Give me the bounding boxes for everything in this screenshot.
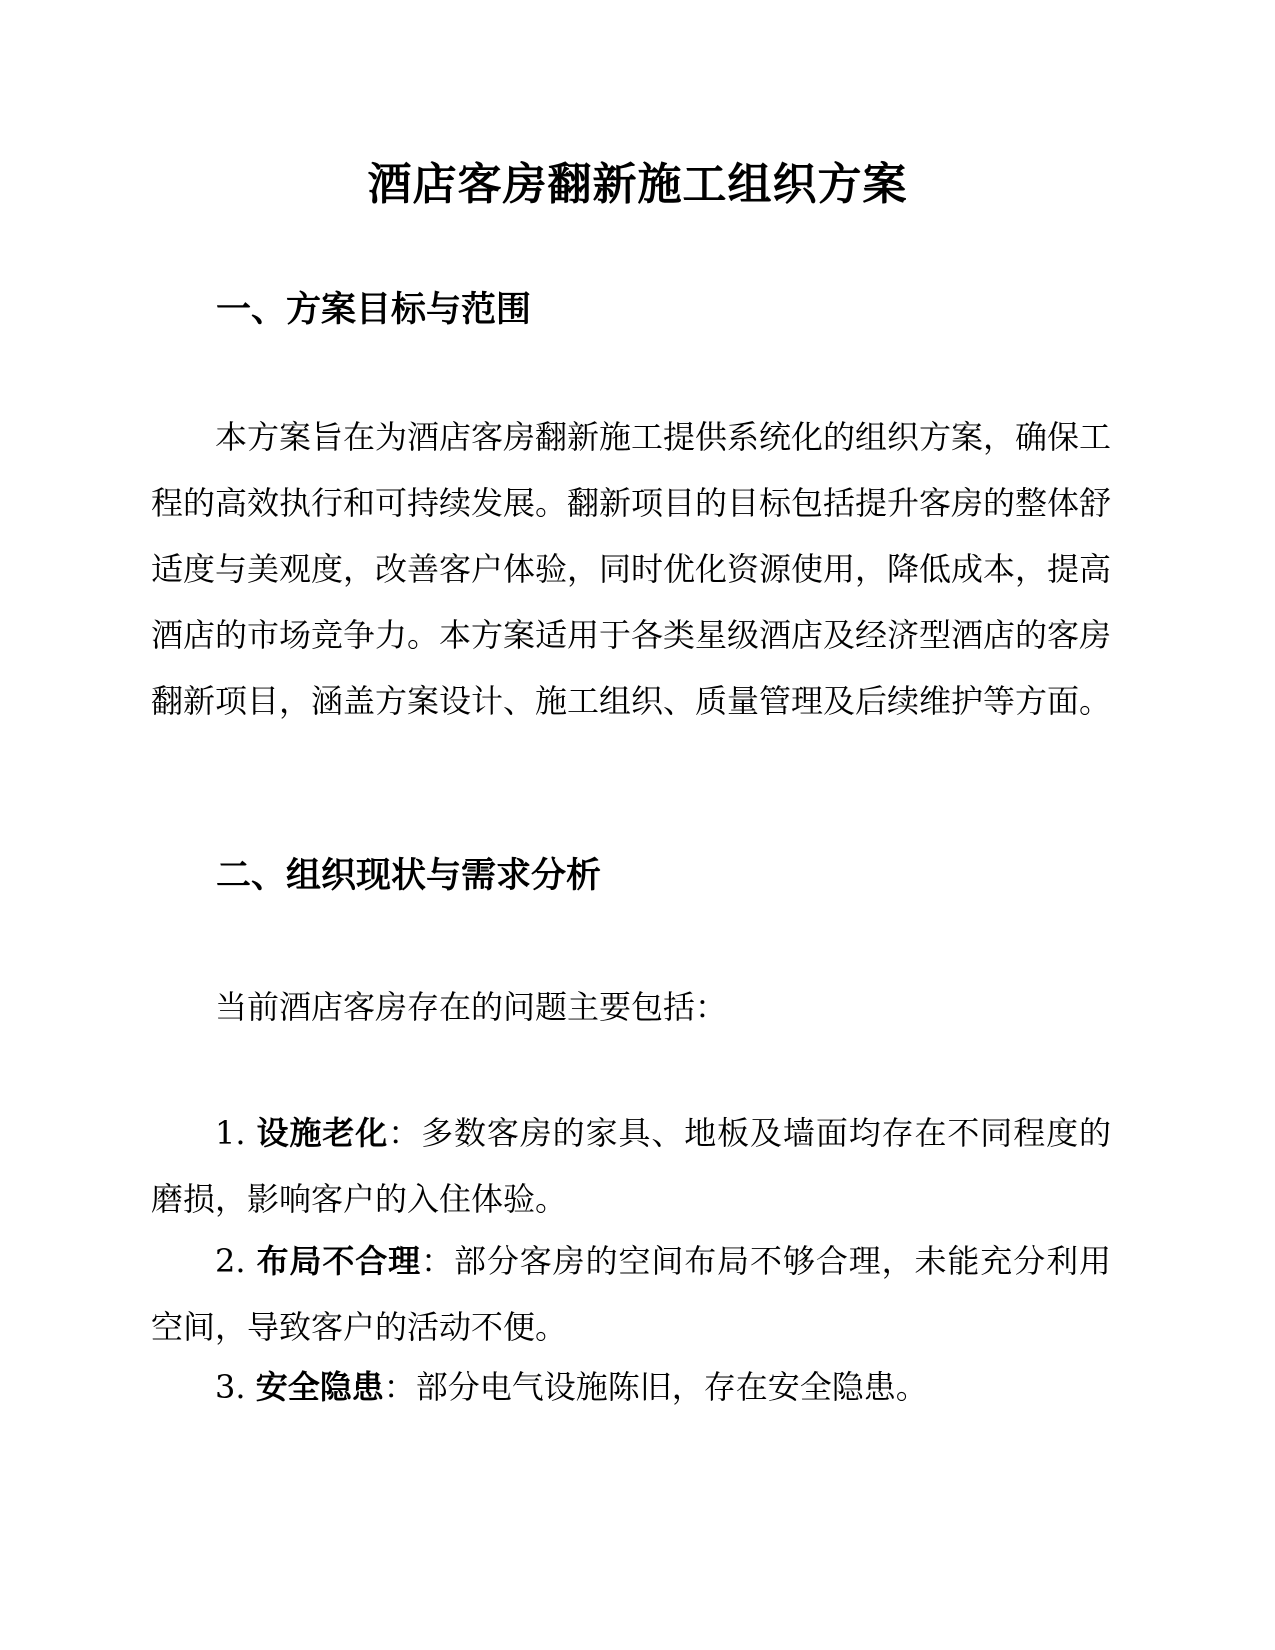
list-item-number: 3. <box>215 1368 246 1406</box>
section-2-heading: 二、组织现状与需求分析 <box>216 856 602 896</box>
list-item-number: 1. <box>215 1114 246 1152</box>
list-item-text: 部分电气设施陈旧，存在安全隐患。 <box>415 1368 928 1406</box>
list-item-text: 部分客房的空间布局不够合理，未能充分利用空间，导致客户的活动不便。 <box>151 1242 1111 1346</box>
list-item-separator: ： <box>383 1368 416 1406</box>
list-item-1 <box>151 1100 1111 1232</box>
list-item-number: 2. <box>215 1242 246 1280</box>
section-1-heading: 一、方案目标与范围 <box>216 290 532 330</box>
list-item-separator: ： <box>388 1114 422 1152</box>
section-1-paragraph: 本方案旨在为酒店客房翻新施工提供系统化的组织方案，确保工程的高效执行和可持续发展。翻新项目的目标包括提升客房的整体舒适度与美观度，改善客户体验，同时优化资源使用，降低成本，提高酒店的市场竞争力。本方案适用于各类星级酒店及经济型酒店的客房翻新项目，涵盖方案设计、施工组织、质量管理及后续维护等方面。 <box>151 418 1112 720</box>
list-item-term: 安全隐患 <box>255 1368 384 1406</box>
list-item-term: 布局不合理 <box>256 1242 422 1280</box>
list-item-separator: ： <box>421 1242 454 1280</box>
list-item-text: 多数客房的家具、地板及墙面均存在不同程度的磨损，影响客户的入住体验。 <box>151 1114 1111 1218</box>
list-item-3 <box>151 1354 1111 1420</box>
list-item-2 <box>151 1228 1111 1360</box>
document-title: 酒店客房翻新施工组织方案 <box>367 159 908 210</box>
list-item-term: 设施老化 <box>256 1114 389 1152</box>
section-2-intro: 当前酒店客房存在的问题主要包括： <box>215 988 728 1026</box>
